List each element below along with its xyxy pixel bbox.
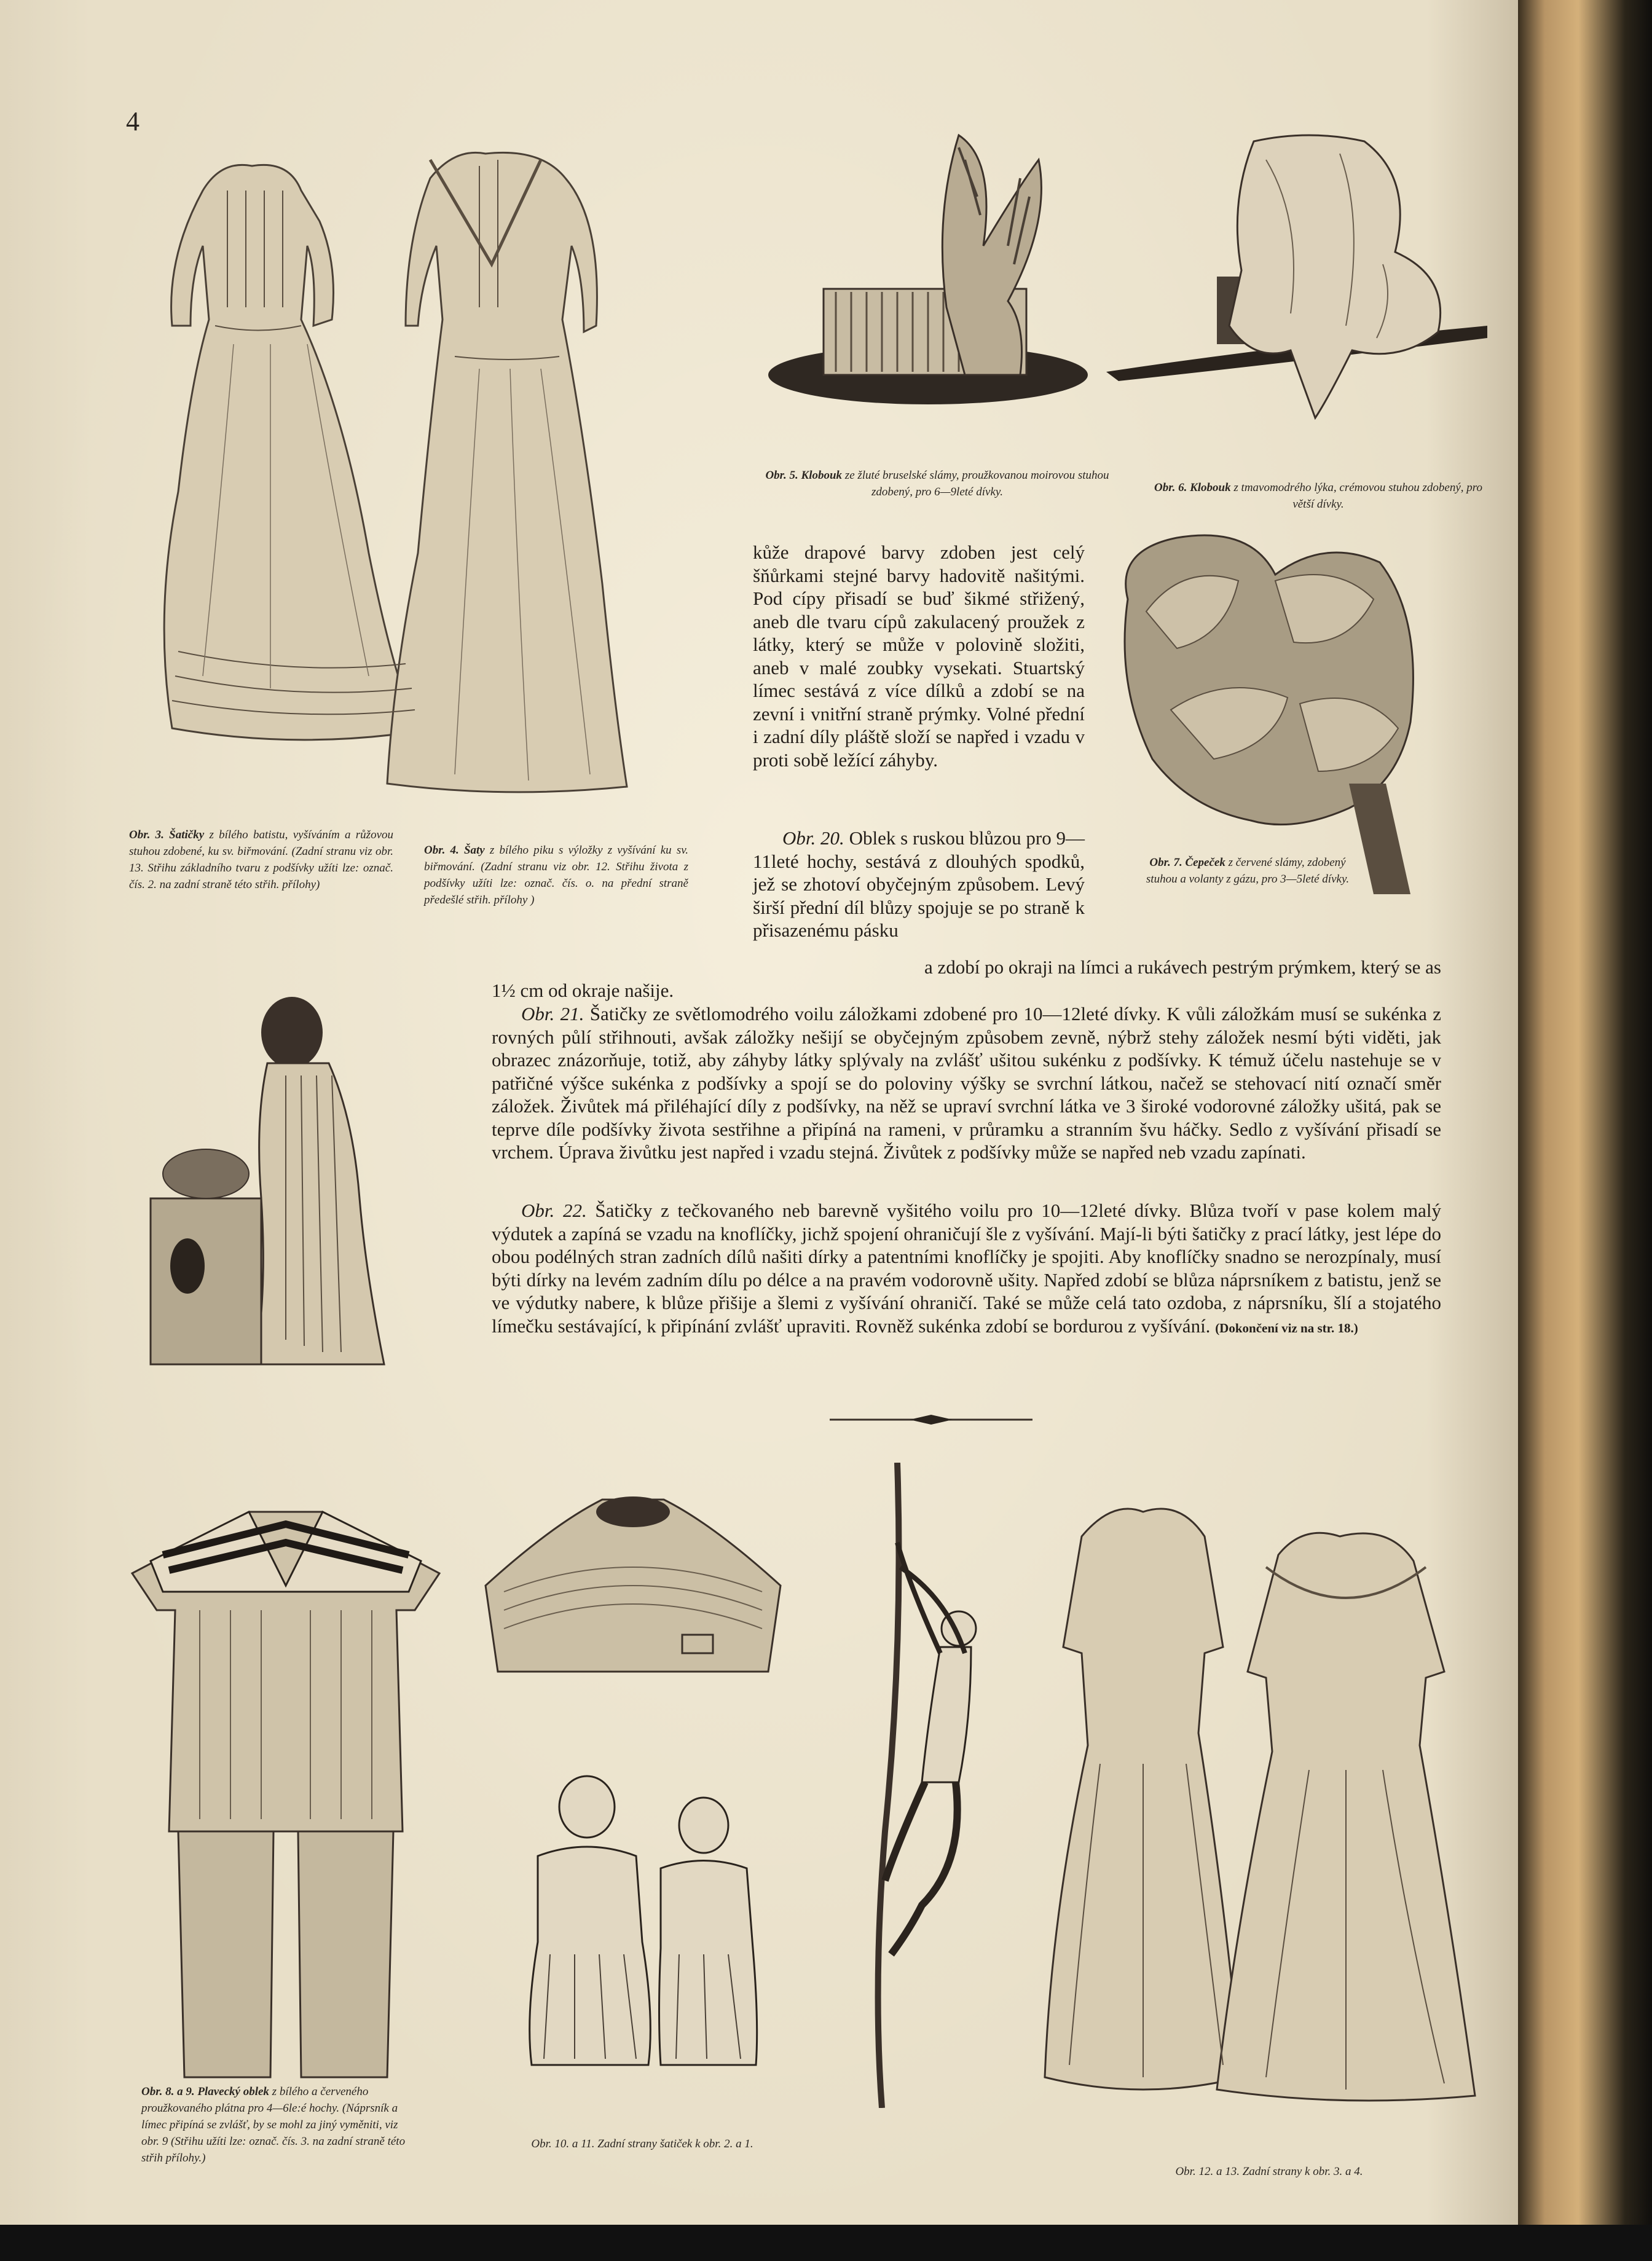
text-obr20-end: 1½ cm od okraje našije. [492, 980, 674, 1001]
caption-fig6: Obr. 6. Klobouk z tmavomodrého lýka, crémovou stuhou zdobený, pro větší dívky. [1154, 481, 1482, 511]
illustration-sailor-suit-8 [126, 1487, 446, 2090]
illustration-dresses-3-4 [111, 123, 676, 799]
caption-fig7: Obr. 7. Čepeček z červené slámy, zdobený stuhou a volanty z gázu, pro 3—5leté dívky. [1146, 856, 1350, 886]
text-obr20: Obr. 20. Oblek s ruskou blůzou pro 9—11leté hochy, sestává z dlouhých spodků, jež se zhotoví obyčejným způsobem. Levý širší přední díl blůzy spojuje se po straně k přisazenému pásku [753, 827, 1085, 941]
caption-fig3: Obr. 3. Šatičky z bílého batistu, vyšíváním a růžovou stuhou zdobené, ku sv. biřmování. (Zadní stranu viz obr. 13. Střihu základního tvaru z podšívky užíti lze: označ. čís. 2. na zadní straně této střih. přílohy) [129, 828, 394, 891]
scan-border [0, 2225, 1652, 2261]
caption-fig4: Obr. 4. Šaty z bílého piku s výložky z vyšívání ku sv. biřmování. (Zadní stranu viz obr. 12. Střihu života z podšívky užíti lze: označ. čís. o. na přední straně předešlé střih. přílohy ) [424, 844, 688, 906]
caption-fig5: Obr. 5. Klobouk ze žluté bruselské slámy, proužkovanou moirovou stuhou zdobený, pro 6—9leté dívky. [765, 469, 1109, 498]
caption-fig8-9: Obr. 8. a 9. Plavecký oblek z bílého a červeného proužkovaného plátna pro 4—6le:é hochy. (Náprsník a límec připíná se zvlášť, by se mohl za jiný vyměniti, viz obr. 9 (Střihu užíti lze: označ. čís. 3. na zadní straně této střih přílohy.) [141, 2085, 406, 2165]
ornamental-divider [830, 1414, 1032, 1426]
illustration-hat-5 [762, 123, 1094, 406]
page-edge [1518, 0, 1652, 2261]
text-column-continuation: kůže drapové barvy zdoben jest celý šňůrkami stejné barvy hadovitě našitými. Pod cípy přisadí se buď šikmé střižený, aneb dle tvaru cípů zakulacený proužek z látky, který se může v polovině složiti, aneb v malé zoubky vysekati. Stuartský límec sestává z více dílků a zdobí se na zevní i vnitřní straně prýmky. Volné přední i zadní díly pláště složí se napřed i vzadu v proti sobě ležící záhyby. [753, 541, 1085, 771]
page-number: 4 [126, 106, 140, 136]
illustration-hat-6 [1106, 129, 1487, 430]
illustration-rope-climber [848, 1463, 1008, 2108]
illustration-dress-backs-12-13 [1020, 1487, 1487, 2108]
illustration-collar-9 [479, 1487, 787, 1684]
caption-fig10-11: Obr. 10. a 11. Zadní strany šatiček k obr. 2. a 1. [531, 2137, 753, 2150]
text-main-body: a zdobí po okraji na límci a rukávech pestrým prýmkem, který se as [924, 956, 1441, 978]
caption-fig12-13: Obr. 12. a 13. Zadní strany k obr. 3. a 4. [1175, 2165, 1363, 2178]
text-obr22: Obr. 22. Šatičky z tečkovaného neb barevně vyšitého voilu pro 10—12leté dívky. Blůza tvoří v pase kolem malý výdutek a zapíná se vzadu na knoflíčky, jichž spojení ohraničují šle z vyšívání. Mají-li býti šatičky z prací látky, jest lépe do obou podélných stran zadních dílů našiti dírky a patentními knoflíčky je spojiti. Aby knoflíčky snadno se nerozpínaly, musí býti dírky na levém zadním dílu po délce a na pravém vodorovně ušity. Napřed zdobí se blůza náprsníkem z batistu, jenž se ve výdutky nabere, k blůze přišije a šlemi z vyšívání ohraničí. Také se může celá tato ozdoba, z náprsníku, šlí a stojatého límečku sestávající, k připínání zvlášť upraviti. Rovněž sukénka zdobí se bordurou z vyšívání. (Dokončení viz na str. 18.) [492, 1200, 1442, 1337]
illustration-bonnet-7 [1091, 525, 1435, 894]
illustration-child-rabbit [132, 996, 409, 1383]
text-obr21: Obr. 21. Šatičky ze světlomodrého voilu záložkami zdobené pro 10—12leté dívky. K vůli záložkám musí se sukénka z rovných půlí střihnouti, avšak záložky nešijí se obyčejným způsobem zevně, nýbrž stehy záložek nesmí býti viděti, jak obrazec znázorňuje, totiž, aby záhyby látky splývaly na zvlášť ušitou sukénku z podšívky. K témuž účelu nastehuje se v patřičné výšce sukénka z podšívky a spojí se do poloviny výšky se svrchní látkou, načež se stehovací nití označí směr záložek. Živůtek má přiléhající díly z podšívky, na něž se upraví svrchní látka ve 3 široké vodorovné záložky ušitá, pak se teprve díle podšívky života sestřihne a připíná na rameni, v průramku a stranním švu háčky. Sedlo z vyšívání přisadí se vrchem. Úprava živůtku jest napřed i vzadu stejná. Živůtek z podšívky může se napřed neb vzadu zapínati. [492, 1003, 1442, 1163]
illustration-girls-backs-10-11 [513, 1770, 765, 2077]
